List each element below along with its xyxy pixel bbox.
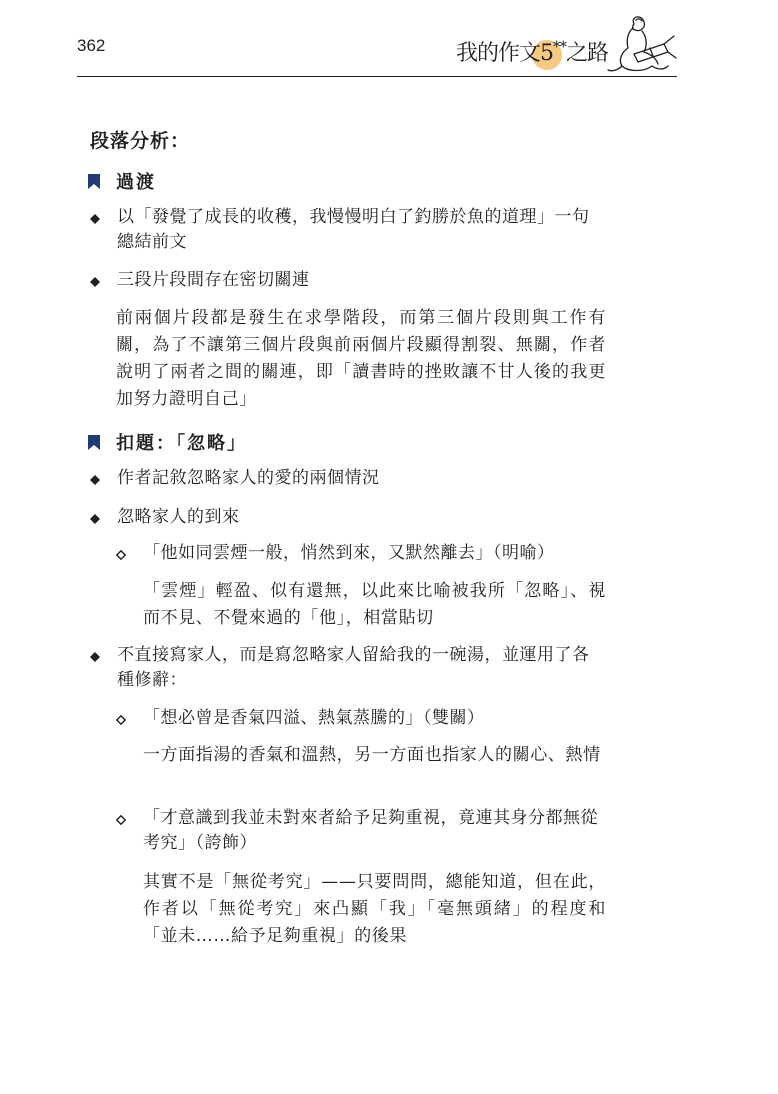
hollow-diamond-bullet-icon bbox=[116, 715, 126, 725]
reading-figure-illustration-icon bbox=[604, 14, 678, 78]
brand-title bbox=[456, 36, 608, 67]
explanation-paragraph: 前兩個片段都是發生在求學階段，而第三個片段則與工作有關，為了不讓第三個片段與前兩個片段顯得割裂、無關，作者說明了兩者之間的關連，即「讀書時的挫敗讓不甘人後的我更加努力證明自己」 bbox=[116, 308, 606, 409]
sub-list-item bbox=[116, 541, 603, 566]
list-item-text: 不直接寫家人，而是寫忽略家人留給我的一碗湯，並運用了各種修辭： bbox=[117, 645, 590, 690]
brand-title-prefix: 我的作文 bbox=[456, 41, 541, 66]
subheading-label: 扣題：「忽略」 bbox=[116, 433, 247, 454]
brand-title-number: 5 bbox=[540, 41, 554, 66]
sub-list-item-text: 「他如同雲煙一般，悄然到來，又默然離去」（明喻） bbox=[143, 543, 555, 563]
list-item bbox=[90, 505, 597, 530]
filled-diamond-bullet-icon bbox=[90, 514, 100, 524]
bookmark-icon bbox=[88, 174, 100, 189]
brand-title-stars: ** bbox=[553, 37, 567, 56]
list-item-text: 三段片段間存在密切關連 bbox=[117, 270, 310, 290]
list-item bbox=[90, 466, 597, 491]
section-title: 段落分析： bbox=[90, 130, 191, 152]
filled-diamond-bullet-icon bbox=[90, 277, 100, 287]
header-divider bbox=[77, 76, 677, 77]
subheading-label: 過渡 bbox=[116, 172, 156, 193]
list-item-text: 以「發覺了成長的收穫，我慢慢明白了釣勝於魚的道理」一句總結前文 bbox=[117, 207, 590, 252]
brand-title-suffix: 之路 bbox=[566, 41, 609, 66]
subheading-theme bbox=[88, 429, 247, 455]
list-item-text: 忽略家人的到來 bbox=[117, 507, 240, 527]
brand-logo bbox=[456, 14, 678, 78]
list-item bbox=[90, 205, 597, 255]
filled-diamond-bullet-icon bbox=[90, 214, 100, 224]
filled-diamond-bullet-icon bbox=[90, 475, 100, 485]
sub-item-explanation: 「雲煙」輕盈、似有還無，以此來比喻被我所「忽略」、視而不見、不覺來過的「他」，相當貼切 bbox=[143, 581, 606, 628]
list-item bbox=[90, 268, 597, 293]
sub-item-explanation: 一方面指湯的香氣和溫熱，另一方面也指家人的關心、熱情 bbox=[143, 745, 601, 765]
sub-list-item bbox=[116, 706, 603, 731]
list-item-text: 作者記敘忽略家人的愛的兩個情況 bbox=[117, 468, 380, 488]
hollow-diamond-bullet-icon bbox=[116, 550, 126, 560]
bookmark-icon bbox=[88, 435, 100, 450]
sub-list-item-text: 「才意識到我並未對來者給予足夠重視，竟連其身分都無從考究」（誇飾） bbox=[143, 808, 598, 853]
sub-list-item bbox=[116, 806, 603, 856]
subheading-transition bbox=[88, 168, 156, 194]
page-number: 362 bbox=[77, 36, 106, 55]
sub-list-item-text: 「想必曾是香氣四溢、熱氣蒸騰的」（雙關） bbox=[143, 708, 485, 728]
list-item bbox=[90, 643, 597, 693]
sub-item-explanation: 其實不是「無從考究」——只要問問，總能知道，但在此，作者以「無從考究」來凸顯「我」「毫無頭緒」的程度和「並未……給予足夠重視」的後果 bbox=[143, 872, 606, 946]
filled-diamond-bullet-icon bbox=[90, 652, 100, 662]
hollow-diamond-bullet-icon bbox=[116, 815, 126, 825]
